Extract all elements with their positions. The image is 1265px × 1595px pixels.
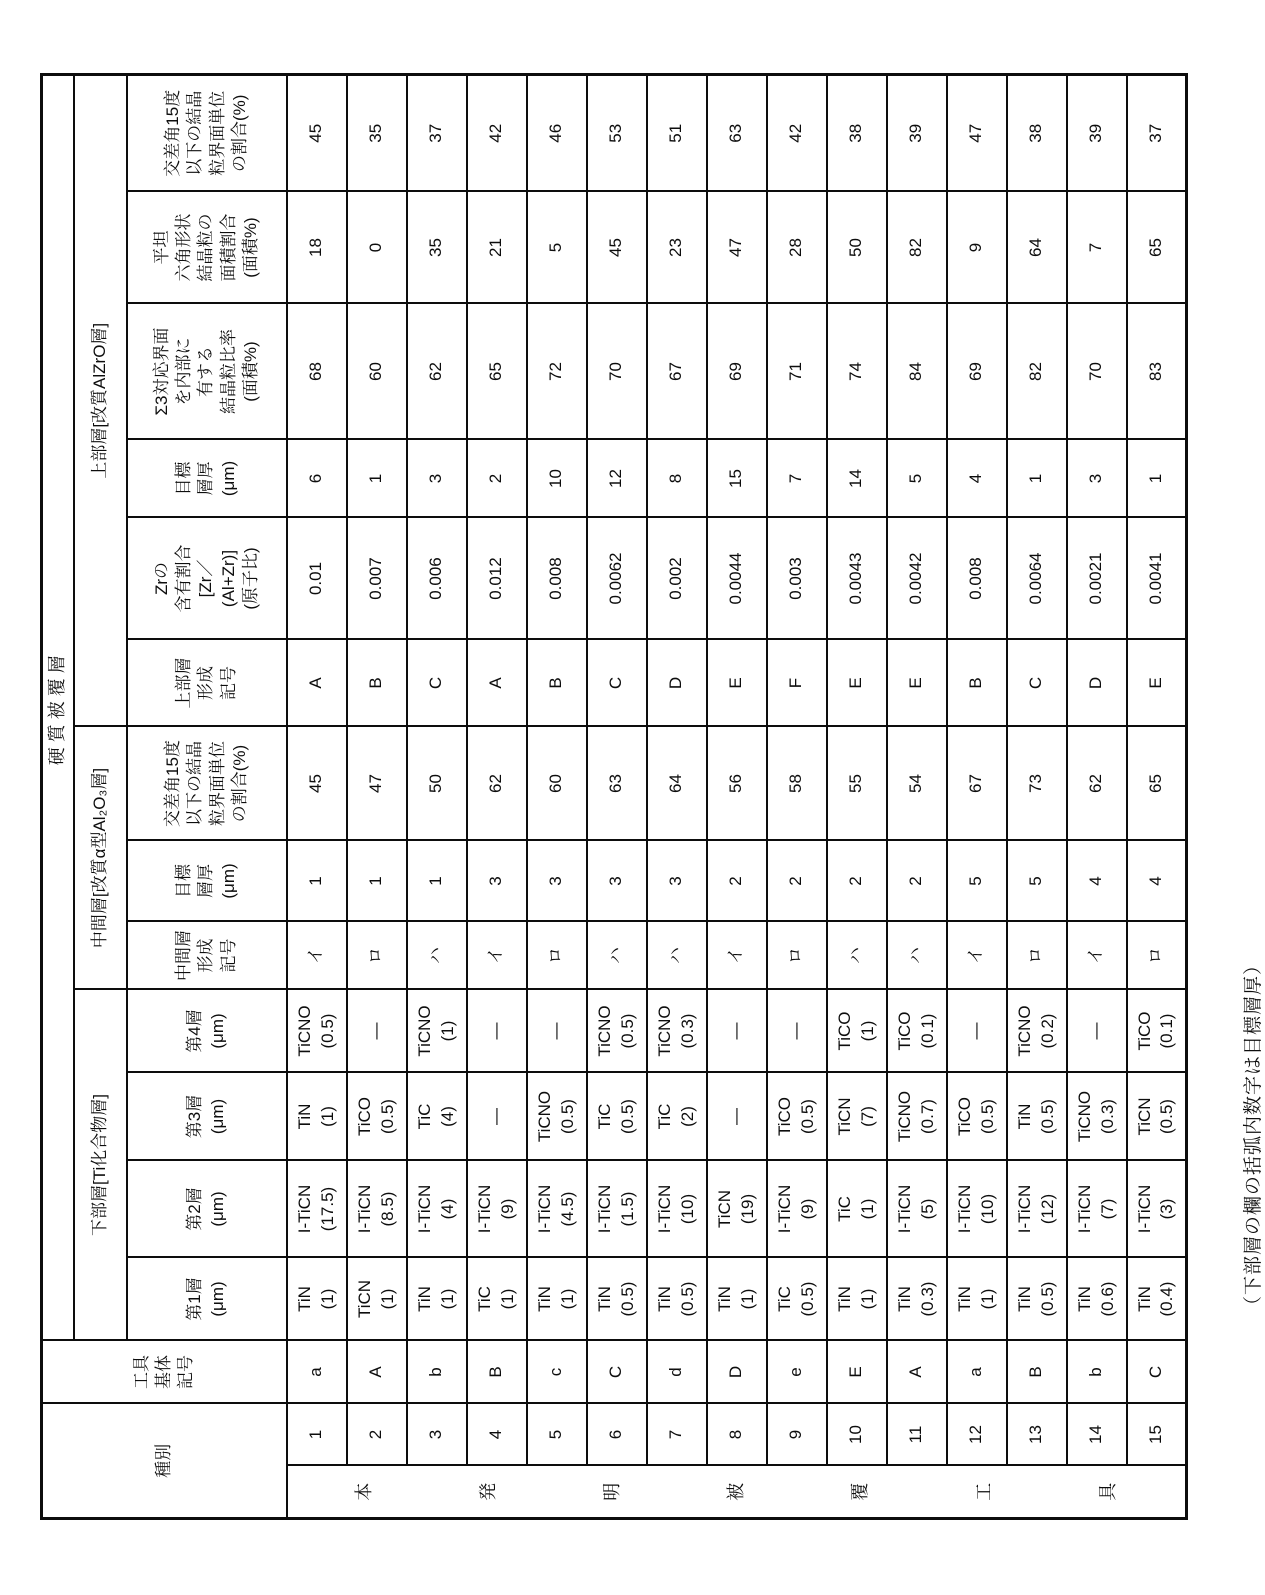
table-cell: 12 xyxy=(947,1404,1007,1466)
table-cell: 1 xyxy=(347,841,407,922)
table-cell: ハ xyxy=(587,922,647,990)
table-cell: 4 xyxy=(947,440,1007,518)
table-cell: 47 xyxy=(947,75,1007,192)
col-header-upper-thickness: 目標 層厚 (μm) xyxy=(127,440,287,518)
table-cell: C xyxy=(1127,1341,1187,1404)
table-cell: イ xyxy=(467,922,527,990)
table-cell: 45 xyxy=(287,75,347,192)
table-cell: TiCNO (0.2) xyxy=(1007,990,1067,1073)
table-cell: 1 xyxy=(1007,440,1067,518)
table-cell: ハ xyxy=(407,922,467,990)
table-cell: ハ xyxy=(887,922,947,990)
table-cell: ハ xyxy=(827,922,887,990)
table-cell: イ xyxy=(707,922,767,990)
col-header-layer3: 第3層 (μm) xyxy=(127,1073,287,1161)
table-cell: ― xyxy=(527,990,587,1073)
table-cell: 23 xyxy=(647,192,707,304)
table-row xyxy=(707,75,767,1519)
table-cell: ロ xyxy=(527,922,587,990)
table-cell: D xyxy=(647,640,707,727)
table-cell: 1 xyxy=(347,440,407,518)
table-cell: C xyxy=(1007,640,1067,727)
col-header-kind: 種別 xyxy=(42,1404,287,1519)
table-cell: 72 xyxy=(527,304,587,440)
table-cell: TiCNO (0.5) xyxy=(287,990,347,1073)
table-cell: 0 xyxy=(347,192,407,304)
table-cell: ― xyxy=(347,990,407,1073)
table-cell: 28 xyxy=(767,192,827,304)
table-cell: 0.012 xyxy=(467,518,527,640)
table-cell: ロ xyxy=(1007,922,1067,990)
table-cell: 18 xyxy=(287,192,347,304)
table-container xyxy=(40,73,1264,1520)
group-header-lower-layer: 下部層[Ti化合物層] xyxy=(74,990,127,1341)
table-cell: ロ xyxy=(347,922,407,990)
table-cell: 68 xyxy=(287,304,347,440)
table-cell: 2 xyxy=(887,841,947,922)
table-cell: 1 xyxy=(287,1404,347,1466)
table-cell: 3 xyxy=(467,841,527,922)
table-cell: 5 xyxy=(1007,841,1067,922)
table-cell: 50 xyxy=(407,727,467,841)
table-cell: 5 xyxy=(947,841,1007,922)
table-cell: A xyxy=(347,1341,407,1404)
table-cell: 7 xyxy=(1067,192,1127,304)
col-header-mid-thickness: 目標 層厚 (μm) xyxy=(127,841,287,922)
table-cell: I-TiCN (1.5) xyxy=(587,1161,647,1258)
table-cell: TiCNO (0.3) xyxy=(647,990,707,1073)
table-cell: TiCO (0.1) xyxy=(1127,990,1187,1073)
table-row xyxy=(587,75,647,1519)
table-cell: ― xyxy=(467,990,527,1073)
table-cell: 84 xyxy=(887,304,947,440)
table-cell: B xyxy=(947,640,1007,727)
table-cell: 0.0043 xyxy=(827,518,887,640)
table-cell: 10 xyxy=(527,440,587,518)
table-cell: 62 xyxy=(407,304,467,440)
table-cell: 8 xyxy=(647,440,707,518)
table-cell: I-TiCN (4) xyxy=(407,1161,467,1258)
table-cell: 13 xyxy=(1007,1404,1067,1466)
table-cell: B xyxy=(527,640,587,727)
table-cell: I-TiCN (9) xyxy=(467,1161,527,1258)
table-cell: 58 xyxy=(767,727,827,841)
table-cell: 67 xyxy=(647,304,707,440)
table-cell: 9 xyxy=(767,1404,827,1466)
col-header-upper-symbol: 上部層 形成 記号 xyxy=(127,640,287,727)
table-cell: I-TiCN (17.5) xyxy=(287,1161,347,1258)
table-cell: TiN (1) xyxy=(707,1258,767,1341)
table-cell: 3 xyxy=(587,841,647,922)
table-cell: 69 xyxy=(947,304,1007,440)
table-cell: 0.008 xyxy=(527,518,587,640)
table-cell: 38 xyxy=(827,75,887,192)
table-cell: 0.007 xyxy=(347,518,407,640)
table-cell: TiCNO (1) xyxy=(407,990,467,1073)
table-cell: 46 xyxy=(527,75,587,192)
table-cell: 1 xyxy=(407,841,467,922)
table-cell: 1 xyxy=(1127,440,1187,518)
table-cell: 6 xyxy=(287,440,347,518)
table-cell: 11 xyxy=(887,1404,947,1466)
table-cell: TiN (1) xyxy=(287,1258,347,1341)
table-cell: 82 xyxy=(1007,304,1067,440)
table-cell: ロ xyxy=(767,922,827,990)
table-cell: 60 xyxy=(527,727,587,841)
table-cell: 42 xyxy=(467,75,527,192)
table-cell: TiC (1) xyxy=(467,1258,527,1341)
table-cell: 64 xyxy=(647,727,707,841)
col-header-layer1: 第1層 (μm) xyxy=(127,1258,287,1341)
table-cell: ― xyxy=(467,1073,527,1161)
table-cell: 0.0064 xyxy=(1007,518,1067,640)
table-cell: 35 xyxy=(347,75,407,192)
table-cell: E xyxy=(1127,640,1187,727)
table-cell: I-TiCN (3) xyxy=(1127,1161,1187,1258)
table-cell: a xyxy=(947,1341,1007,1404)
table-cell: TiCO (0.5) xyxy=(947,1073,1007,1161)
table-cell: ― xyxy=(947,990,1007,1073)
table-cell: TiCN (1) xyxy=(347,1258,407,1341)
table-cell: 47 xyxy=(707,192,767,304)
table-cell: TiN (1) xyxy=(827,1258,887,1341)
table-cell: 51 xyxy=(647,75,707,192)
table-cell: 0.0044 xyxy=(707,518,767,640)
table-cell: TiN (0.6) xyxy=(1067,1258,1127,1341)
table-cell: 3 xyxy=(647,841,707,922)
table-cell: 65 xyxy=(1127,192,1187,304)
table-cell: I-TiCN (10) xyxy=(947,1161,1007,1258)
table-cell: I-TiCN (8.5) xyxy=(347,1161,407,1258)
table-cell: 5 xyxy=(887,440,947,518)
table-cell: 64 xyxy=(1007,192,1067,304)
table-cell: 63 xyxy=(587,727,647,841)
table-cell: イ xyxy=(287,922,347,990)
table-cell: A xyxy=(887,1341,947,1404)
table-cell: 47 xyxy=(347,727,407,841)
table-row xyxy=(827,75,887,1519)
table-cell: 39 xyxy=(887,75,947,192)
col-header-flat-hex: 平坦 六角形状 結晶粒の 面積割合 (面積%) xyxy=(127,192,287,304)
table-cell: TiC (2) xyxy=(647,1073,707,1161)
table-cell: 4 xyxy=(1067,841,1127,922)
table-cell: 4 xyxy=(1127,841,1187,922)
table-cell: ― xyxy=(707,1073,767,1161)
table-cell: 0.008 xyxy=(947,518,1007,640)
table-cell: 54 xyxy=(887,727,947,841)
table-cell: I-TiCN (5) xyxy=(887,1161,947,1258)
table-cell: 0.003 xyxy=(767,518,827,640)
col-header-sigma3: Σ3対応界面 を内部に 有する 結晶粒比率 (面積%) xyxy=(127,304,287,440)
table-cell: D xyxy=(1067,640,1127,727)
table-cell: TiN (1) xyxy=(287,1073,347,1161)
table-cell: 45 xyxy=(587,192,647,304)
table-cell: 37 xyxy=(1127,75,1187,192)
table-cell: 3 xyxy=(1067,440,1127,518)
table-cell: 50 xyxy=(827,192,887,304)
table-cell: I-TiCN (4.5) xyxy=(527,1161,587,1258)
table-cell: ロ xyxy=(1127,922,1187,990)
table-cell: b xyxy=(407,1341,467,1404)
table-cell: 83 xyxy=(1127,304,1187,440)
table-cell: 5 xyxy=(527,1404,587,1466)
table-cell: TiCN (0.5) xyxy=(1127,1073,1187,1161)
table-cell: 62 xyxy=(467,727,527,841)
table-cell: 67 xyxy=(947,727,1007,841)
table-cell: F xyxy=(767,640,827,727)
table-cell: 38 xyxy=(1007,75,1067,192)
table-cell: 0.0062 xyxy=(587,518,647,640)
footnote: （下部層の欄の括弧内数字は目標層厚） xyxy=(1243,954,1264,1315)
table-cell: TiCO (0.5) xyxy=(347,1073,407,1161)
table-cell: TiN (1) xyxy=(407,1258,467,1341)
table-cell: 69 xyxy=(707,304,767,440)
table-row xyxy=(1007,75,1067,1519)
table-cell: 10 xyxy=(827,1404,887,1466)
table-cell: 8 xyxy=(707,1404,767,1466)
table-cell: 35 xyxy=(407,192,467,304)
table-cell: 1 xyxy=(287,841,347,922)
table-cell: イ xyxy=(1067,922,1127,990)
table-cell: e xyxy=(767,1341,827,1404)
table-row xyxy=(1067,75,1127,1519)
table-cell: 56 xyxy=(707,727,767,841)
table-cell: 9 xyxy=(947,192,1007,304)
table-cell: 7 xyxy=(767,440,827,518)
table-cell: 53 xyxy=(587,75,647,192)
table-cell: 21 xyxy=(467,192,527,304)
table-cell: c xyxy=(527,1341,587,1404)
table-cell: TiC (0.5) xyxy=(587,1073,647,1161)
col-header-mid-angle: 交差角15度 以下の結晶 粒界面単位 の割合(%) xyxy=(127,727,287,841)
col-header-tool-base-symbol: 工具 基体 記号 xyxy=(42,1341,287,1404)
table-cell: 2 xyxy=(827,841,887,922)
table-cell: ― xyxy=(767,990,827,1073)
table-cell: 3 xyxy=(527,841,587,922)
table-cell: 71 xyxy=(767,304,827,440)
table-cell: TiCN (19) xyxy=(707,1161,767,1258)
table-row xyxy=(287,75,347,1519)
table-cell: 12 xyxy=(587,440,647,518)
col-header-zr-ratio: Zrの 含有割合 [Zr／ (Al+Zr)] (原子比) xyxy=(127,518,287,640)
table-cell: C xyxy=(407,640,467,727)
table-cell: E xyxy=(827,1341,887,1404)
table-cell: A xyxy=(467,640,527,727)
table-body xyxy=(287,75,1187,1519)
table-cell: 37 xyxy=(407,75,467,192)
table-cell: E xyxy=(827,640,887,727)
col-header-upper-angle: 交差角15度 以下の結晶 粒界面単位 の割合(%) xyxy=(127,75,287,192)
table-cell: 42 xyxy=(767,75,827,192)
table-cell: 74 xyxy=(827,304,887,440)
table-cell: I-TiCN (10) xyxy=(647,1161,707,1258)
table-row xyxy=(887,75,947,1519)
table-row xyxy=(767,75,827,1519)
table-cell: 0.006 xyxy=(407,518,467,640)
table-cell: TiN (0.3) xyxy=(887,1258,947,1341)
table-cell: D xyxy=(707,1341,767,1404)
table-cell: 60 xyxy=(347,304,407,440)
table-cell: I-TiCN (12) xyxy=(1007,1161,1067,1258)
table-cell: I-TiCN (9) xyxy=(767,1161,827,1258)
table-cell: TiN (0.5) xyxy=(587,1258,647,1341)
table-cell: 0.0041 xyxy=(1127,518,1187,640)
table-cell: 3 xyxy=(407,1404,467,1466)
table-cell: 82 xyxy=(887,192,947,304)
table-cell: TiCNO (0.7) xyxy=(887,1073,947,1161)
table-cell: 0.0042 xyxy=(887,518,947,640)
table-cell: 2 xyxy=(767,841,827,922)
table-cell: 45 xyxy=(287,727,347,841)
table-cell: 4 xyxy=(467,1404,527,1466)
group-header-upper-layer: 上部層[改質AlZrO層] xyxy=(74,75,127,727)
col-header-mid-symbol: 中間層 形成 記号 xyxy=(127,922,287,990)
table-cell: A xyxy=(287,640,347,727)
table-cell: 70 xyxy=(1067,304,1127,440)
col-header-layer4: 第4層 (μm) xyxy=(127,990,287,1073)
table-cell: TiCNO (0.5) xyxy=(527,1073,587,1161)
table-row xyxy=(647,75,707,1519)
table-cell: 55 xyxy=(827,727,887,841)
table-cell: ― xyxy=(707,990,767,1073)
table-cell: E xyxy=(887,640,947,727)
table-cell: 5 xyxy=(527,192,587,304)
coated-tools-table xyxy=(40,73,1188,1520)
table-row xyxy=(947,75,1007,1519)
invention-tools-label: 本 発 明 被 覆 工 具 xyxy=(287,1466,1187,1519)
table-cell: ― xyxy=(1067,990,1127,1073)
table-cell: TiN (0.4) xyxy=(1127,1258,1187,1341)
table-row xyxy=(407,75,467,1519)
table-cell: TiC (0.5) xyxy=(767,1258,827,1341)
table-cell: 65 xyxy=(1127,727,1187,841)
table-cell: TiN (1) xyxy=(527,1258,587,1341)
table-cell: 0.002 xyxy=(647,518,707,640)
table-cell: 0.01 xyxy=(287,518,347,640)
table-cell: TiCO (0.1) xyxy=(887,990,947,1073)
table-cell: d xyxy=(647,1341,707,1404)
table-cell: イ xyxy=(947,922,1007,990)
table-row xyxy=(347,75,407,1519)
table-cell: I-TiCN (7) xyxy=(1067,1161,1127,1258)
table-cell: 62 xyxy=(1067,727,1127,841)
table-cell: 70 xyxy=(587,304,647,440)
table-row xyxy=(467,75,527,1519)
table-cell: TiCN (7) xyxy=(827,1073,887,1161)
table-cell: E xyxy=(707,640,767,727)
table-cell: C xyxy=(587,640,647,727)
table-cell: TiN (0.5) xyxy=(1007,1073,1067,1161)
table-cell: b xyxy=(1067,1341,1127,1404)
table-cell: 3 xyxy=(407,440,467,518)
table-cell: 39 xyxy=(1067,75,1127,192)
table-cell: 2 xyxy=(707,841,767,922)
table-cell: B xyxy=(1007,1341,1067,1404)
table-cell: TiN (0.5) xyxy=(647,1258,707,1341)
group-header-middle-layer: 中間層[改質α型Al₂O₃層] xyxy=(74,727,127,990)
table-cell: a xyxy=(287,1341,347,1404)
table-cell: TiCO (0.5) xyxy=(767,1073,827,1161)
table-cell: 14 xyxy=(827,440,887,518)
table-row xyxy=(1127,75,1187,1519)
table-cell: 15 xyxy=(707,440,767,518)
table-cell: 63 xyxy=(707,75,767,192)
table-cell: 2 xyxy=(347,1404,407,1466)
table-cell: 7 xyxy=(647,1404,707,1466)
table-cell: B xyxy=(467,1341,527,1404)
table-cell: TiN (0.5) xyxy=(1007,1258,1067,1341)
table-cell: 6 xyxy=(587,1404,647,1466)
table-cell: TiC (1) xyxy=(827,1161,887,1258)
col-header-layer2: 第2層 (μm) xyxy=(127,1161,287,1258)
table-cell: 73 xyxy=(1007,727,1067,841)
table-cell: TiC (4) xyxy=(407,1073,467,1161)
table-cell: TiCNO (0.3) xyxy=(1067,1073,1127,1161)
table-row xyxy=(527,75,587,1519)
table-cell: TiCNO (0.5) xyxy=(587,990,647,1073)
col-header-hard-coating-layer: 硬質被覆層 xyxy=(42,75,74,1341)
table-cell: 65 xyxy=(467,304,527,440)
table-cell: B xyxy=(347,640,407,727)
table-cell: 0.0021 xyxy=(1067,518,1127,640)
table-cell: TiN (1) xyxy=(947,1258,1007,1341)
table-cell: 14 xyxy=(1067,1404,1127,1466)
table-cell: TiCO (1) xyxy=(827,990,887,1073)
table-cell: 15 xyxy=(1127,1404,1187,1466)
table-cell: ハ xyxy=(647,922,707,990)
table-cell: 2 xyxy=(467,440,527,518)
table-cell: C xyxy=(587,1341,647,1404)
